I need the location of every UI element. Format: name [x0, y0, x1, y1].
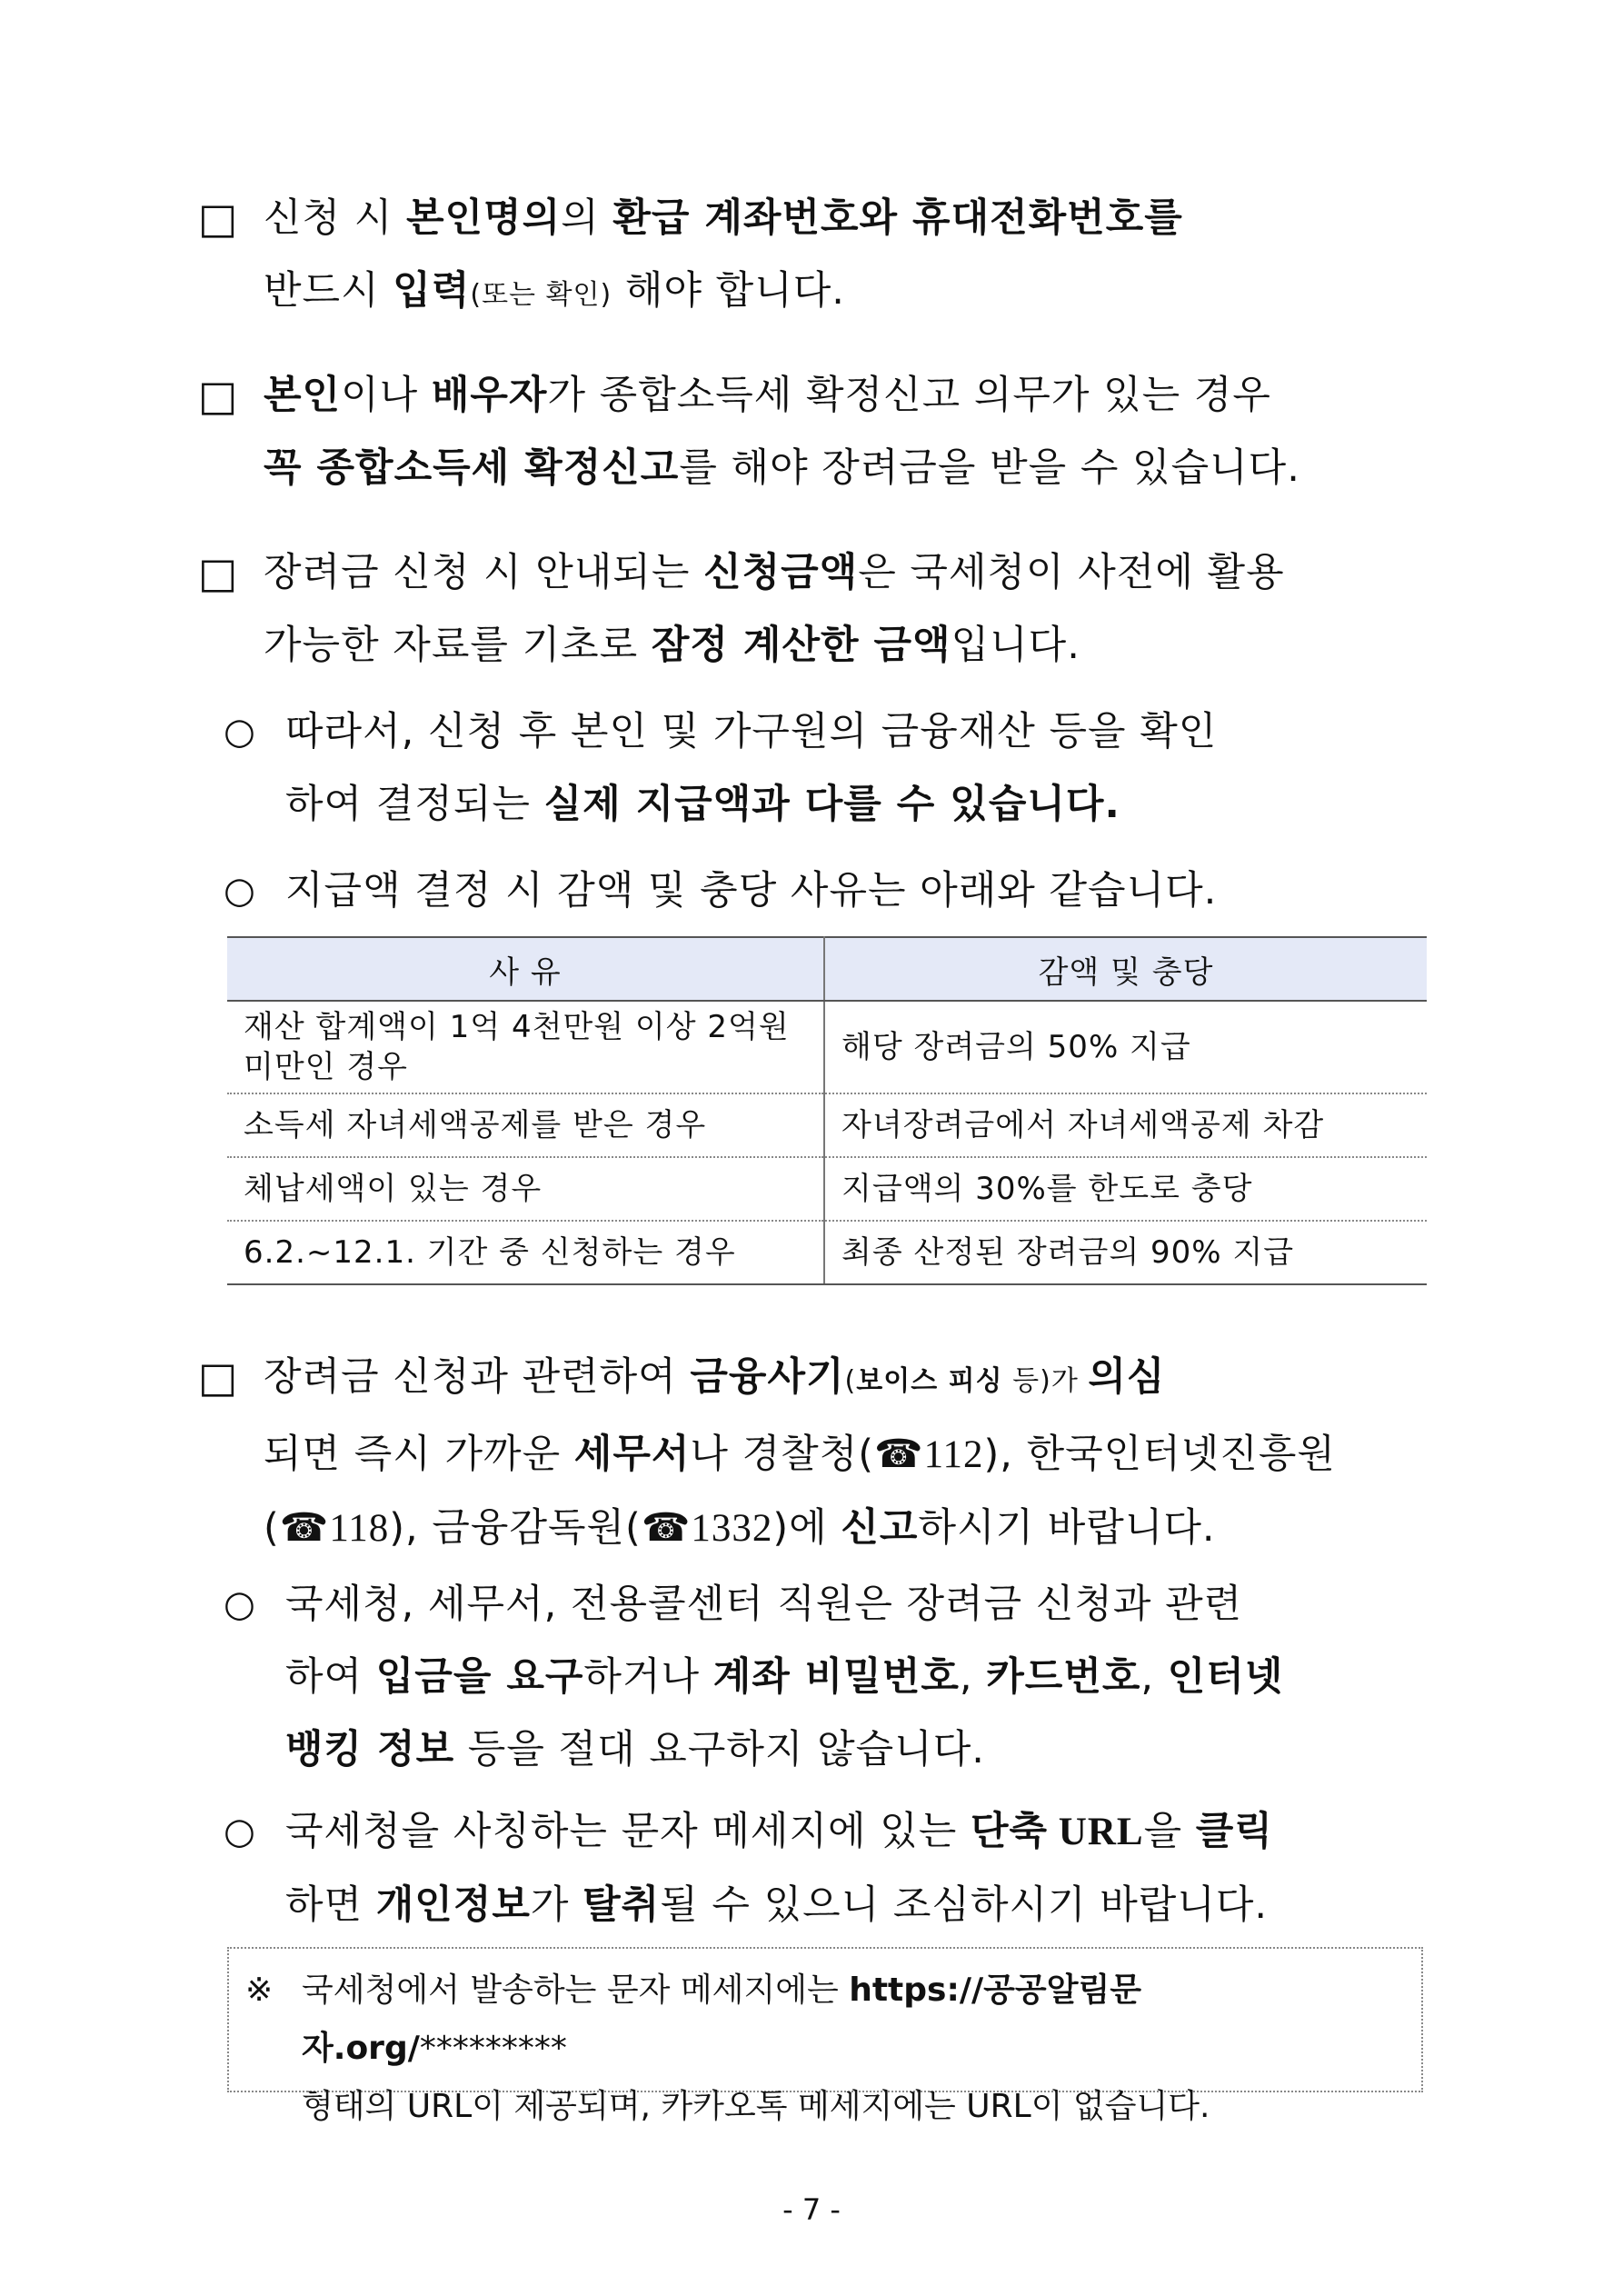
- table-cell: 재산 합계액이 1억 4천만원 이상 2억원 미만인 경우: [227, 1001, 824, 1093]
- sub-text: 따라서, 신청 후 본인 및 가구원의 금융재산 등을 확인 하여 결정되는 실제 지급액과 다를 수 있습니다.: [285, 709, 1218, 827]
- phone-number: ☎118: [279, 1507, 390, 1550]
- column-header-reason: 사 유: [227, 937, 824, 1001]
- circle-bullet-icon: ○: [224, 711, 255, 753]
- table-row: [227, 1093, 1427, 1157]
- table-cell: 체납세액이 있는 경우: [227, 1157, 824, 1221]
- sub-item-staff-never-request: [224, 1568, 1434, 1786]
- page-number: - 7 -: [782, 2192, 841, 2227]
- notice-text: 장려금 신청과 관련하여 금융사기(보이스 피싱 등)가 의심 되면 즉시 가까운 세무서나 경찰청(☎112), 한국인터넷진흥원 (☎118), 금융감독원(☎1332)에 신고하시기 바랍니다.: [264, 1354, 1336, 1551]
- table-header-row: [227, 937, 1427, 1001]
- table-cell: 소득세 자녀세액공제를 받은 경우: [227, 1093, 824, 1157]
- sub-text: 국세청, 세무서, 전용콜센터 직원은 장려금 신청과 관련 하여 입금을 요구하거나 계좌 비밀번호, 카드번호, 인터넷 뱅킹 정보 등을 절대 요구하지 않습니다.: [285, 1582, 1284, 1772]
- column-header-reduction: 감액 및 충당: [824, 937, 1427, 1001]
- notice-text: 본인이나 배우자가 종합소득세 확정신고 의무가 있는 경우 꼭 종합소득세 확정신고를 해야 장려금을 받을 수 있습니다.: [264, 373, 1300, 491]
- note-box: [227, 1947, 1423, 2125]
- note-text: 국세청에서 발송하는 문자 메세지에는 https://공공알림문자.org/********* 형태의 URL이 제공되며, 카카오톡 메세지에는 URL이 없습니다.: [302, 1972, 1210, 2125]
- phone-number: ☎1332: [641, 1507, 773, 1550]
- phone-number: ☎112: [874, 1433, 984, 1476]
- checkbox-bullet-icon: □: [198, 371, 238, 420]
- table-cell: 최종 산정된 장려금의 90% 지급: [824, 1221, 1427, 1284]
- table-row: [227, 1157, 1427, 1221]
- notice-item-tax-return: [198, 359, 1434, 504]
- checkbox-bullet-icon: □: [198, 194, 238, 243]
- sub-item-reduction-reasons: [224, 854, 1434, 927]
- circle-bullet-icon: ○: [224, 1583, 255, 1625]
- notice-text: 신청 시 본인명의의 환급 계좌번호와 휴대전화번호를 반드시 입력(또는 확인) 해야 합니다.: [264, 195, 1183, 314]
- notice-item-account-phone: [198, 182, 1434, 332]
- sub-text: 국세청을 사칭하는 문자 메세지에 있는 단축 URL을 클릭 하면 개인정보가 탈취될 수 있으니 조심하시기 바랍니다.: [285, 1809, 1273, 1928]
- table-cell: 지급액의 30%를 한도로 충당: [824, 1157, 1427, 1221]
- circle-bullet-icon: ○: [224, 870, 255, 912]
- checkbox-bullet-icon: □: [198, 548, 238, 597]
- notice-text: 장려금 신청 시 안내되는 신청금액은 국세청이 사전에 활용 가능한 자료를 기초로 잠정 계산한 금액입니다.: [264, 550, 1285, 668]
- notice-item-financial-fraud: [198, 1341, 1434, 1565]
- table-row: [227, 1221, 1427, 1284]
- table-cell: 자녀장려금에서 자녀세액공제 차감: [824, 1093, 1427, 1157]
- reduction-table: [227, 936, 1427, 1285]
- note-mark-icon: ※: [245, 1972, 274, 2009]
- sub-item-url-warning: [224, 1795, 1434, 1942]
- table-row: [227, 1001, 1427, 1093]
- checkbox-bullet-icon: □: [198, 1353, 238, 1402]
- table-cell: 6.2.~12.1. 기간 중 신청하는 경우: [227, 1221, 824, 1284]
- table-cell: 해당 장려금의 50% 지급: [824, 1001, 1427, 1093]
- sub-item-actual-payment: [224, 695, 1434, 841]
- official-url: https://공공알림문자.org/: [302, 1972, 1142, 2067]
- notice-item-application-amount: [198, 536, 1434, 682]
- sub-text: 지급액 결정 시 감액 및 충당 사유는 아래와 같습니다.: [285, 868, 1218, 913]
- circle-bullet-icon: ○: [224, 1811, 255, 1852]
